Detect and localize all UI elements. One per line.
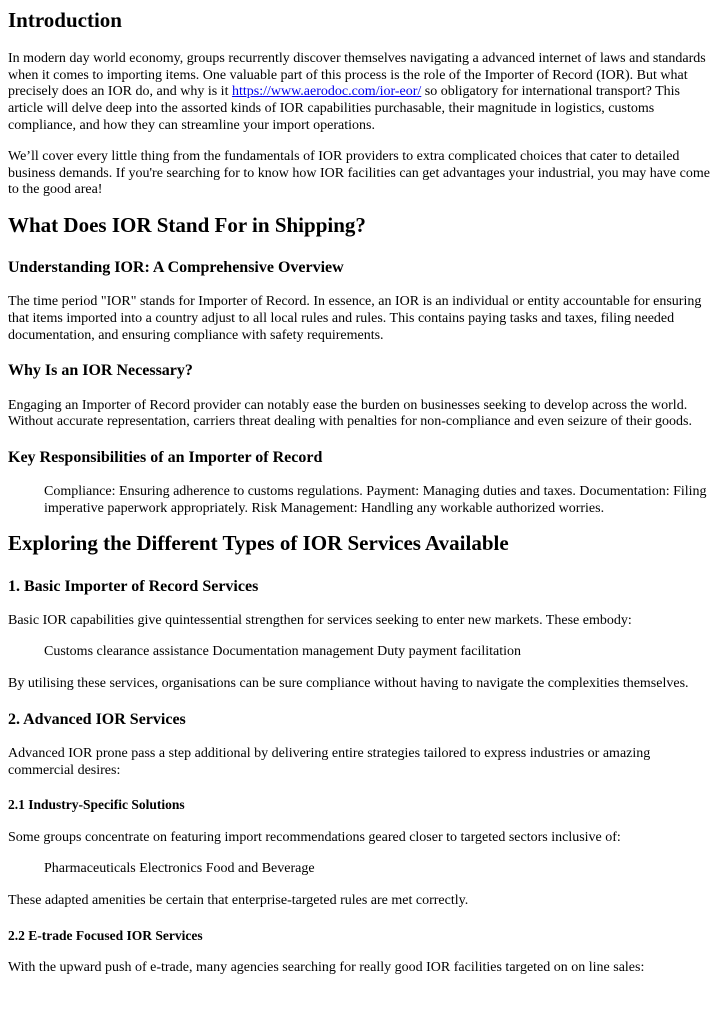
- subheading-key-responsibilities: Key Responsibilities of an Importer of Record: [8, 448, 323, 466]
- industry-paragraph-2: These adapted amenities be certain that enterprise-targeted rules are met correctly.: [8, 892, 469, 908]
- subheading-etrade-ior: 2.2 E-trade Focused IOR Services: [8, 927, 203, 943]
- basic-ior-paragraph-2: By utilising these services, organisations can be sure compliance without having to navigate the complexities themselves.: [8, 676, 689, 692]
- etrade-paragraph: With the upward push of e-trade, many agencies searching for really good IOR facilities targeted on on line sales:: [8, 960, 645, 976]
- basic-ior-paragraph: Basic IOR capabilities give quintessential strengthen for services seeking to enter new markets. These embody:: [8, 612, 632, 628]
- advanced-ior-paragraph: Advanced IOR prone pass a step additional by delivering entire strategies tailored to express industries or amazing commercial desires:: [8, 746, 651, 778]
- aerodoc-link[interactable]: https://www.aerodoc.com/ior-eor/: [231, 84, 422, 100]
- industry-list: Pharmaceuticals Electronics Food and Beverage: [44, 861, 315, 877]
- basic-ior-list: Customs clearance assistance Documentation management Duty payment facilitation: [44, 644, 522, 660]
- intro-text-after-link: so obligatory for international transport? This article will delve deep into the assorted kinds of IOR capabilities purchasable, their magnitude in logistics, customs compliance, and how they can streamline your import operations.: [8, 84, 680, 133]
- subheading-advanced-ior: 2. Advanced IOR Services: [8, 710, 186, 728]
- responsibilities-list: Compliance: Ensuring adherence to customs regulations. Payment: Managing duties and taxes. Documentation: Filing imperative paperwork appropriately. Risk Management: Handling any workable authorized worries.: [44, 484, 707, 516]
- industry-paragraph: Some groups concentrate on featuring import recommendations geared closer to targeted sectors inclusive of:: [8, 829, 621, 845]
- section-heading-ior-types: Exploring the Different Types of IOR Services Available: [8, 531, 509, 556]
- introduction-heading: Introduction: [8, 8, 122, 32]
- understanding-ior-paragraph: The time period "IOR" stands for Importer of Record. In essence, an IOR is an individual or entity accountable for ensuring that items imported into a country adjust to all local rules and rules. This contains paying tasks and taxes, filing needed documentation, and ensuring compliance with safety requirements.: [8, 294, 702, 343]
- intro-paragraph-2: We’ll cover every little thing from the fundamentals of IOR providers to extra complicated choices that cater to detailed business demands. If you're searching for to know how IOR facilities can get advantages your industrial, you may have come to the good area!: [8, 149, 710, 198]
- subheading-understanding-ior: Understanding IOR: A Comprehensive Overview: [8, 259, 344, 277]
- why-ior-paragraph: Engaging an Importer of Record provider can notably ease the burden on businesses seeking to develop across the world. Without accurate representation, carriers threat dealing with penalties for non-compliance and even seizure of their goods.: [8, 397, 692, 430]
- subheading-industry-specific: 2.1 Industry-Specific Solutions: [8, 797, 185, 813]
- intro-paragraph-1: [8, 51, 714, 134]
- section-heading-ior-shipping: What Does IOR Stand For in Shipping?: [8, 212, 366, 237]
- subheading-basic-ior: 1. Basic Importer of Record Services: [8, 577, 259, 595]
- intro-text-before-link: In modern day world economy, groups recurrently discover themselves navigating a advanced internet of laws and standards when it comes to importing items. One valuable part of this process is the role of the Importer of Record (IOR). But what precisely does an IOR do, and why is it: [8, 51, 706, 100]
- subheading-why-ior-necessary: Why Is an IOR Necessary?: [8, 362, 193, 380]
